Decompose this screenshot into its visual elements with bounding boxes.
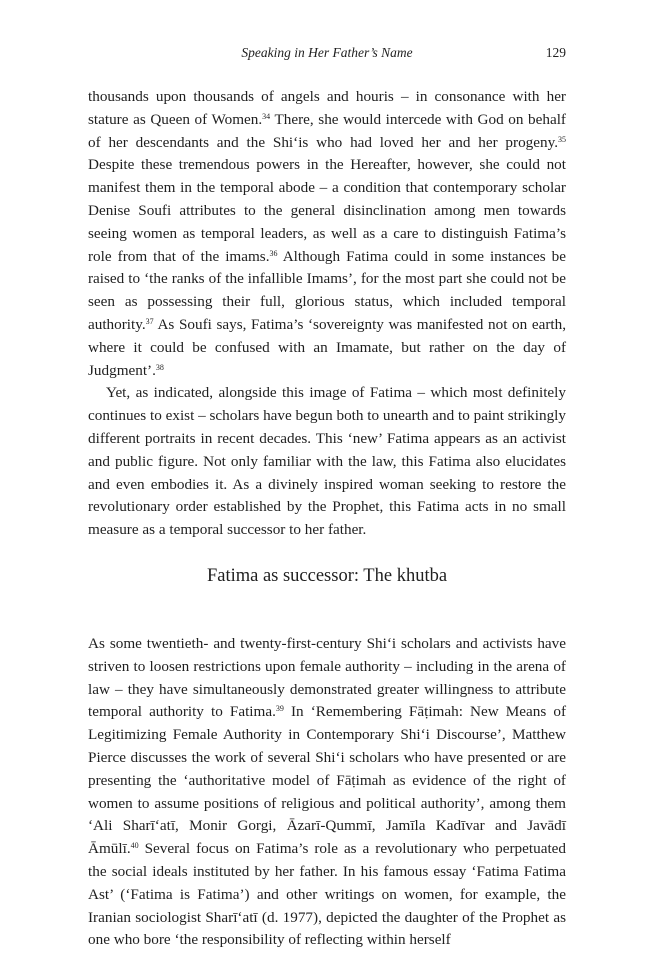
text-run: As Soufi says, Fatima’s ‘sovereignty was manifested not on earth, where it could be confused with an Imamate, but rather on the day of Judgment’.: [88, 315, 566, 379]
footnote-marker: 36: [269, 248, 278, 258]
running-head: [88, 43, 566, 63]
page-number: 129: [545, 45, 566, 60]
footnote-marker: 40: [130, 841, 139, 851]
text-run: thousands upon thousands of angels and houris – in consonance with her stature as Queen of Women.: [88, 88, 566, 128]
running-title: Speaking in Her Father’s Name: [241, 45, 413, 60]
text-run: Despite these tremendous powers in the Hereafter, however, she could not manifest them in the temporal abode – a condition that contemporary scholar Denise Soufi attributes to the general disinclination among men towards seeing women as temporal leaders, as well as a care to distinguish Fatima’s role from that of the imams.: [88, 156, 566, 265]
text-run: In ‘Remembering Fāṭimah: New Means of Legitimizing Female Authority in Contemporary Shi‘i Discourse’, Matthew Pierce discusses the work of several Shi‘i scholars who have presented or are presenting the ‘authoritative model of Fāṭimah as evidence of the right of women to assume positions of religious and political authority’, among them ‘Ali Sharī‘atī, Monir Gorgi, Āzarī-Qummī, Jamīla Kadīvar and Javādī Āmūlī.: [88, 703, 567, 858]
footnote-marker: 35: [558, 134, 566, 144]
body-text-lower: [88, 633, 566, 952]
text-run: Although Fatima could in some instances be raised to ‘the ranks of the infallible Imams’, for the most part she could not be seen as possessing their full, glorious status, which included temporal authority.: [88, 247, 566, 333]
footnote-marker: 39: [275, 704, 284, 714]
footnote-marker: 38: [155, 362, 164, 372]
paragraph: [88, 86, 566, 382]
text-run: There, she would intercede with God on behalf of her descendants and the Shi‘is who had loved her and her progeny.: [88, 110, 566, 151]
text-run: Yet, as indicated, alongside this image of Fatima – which most definitely continues to exist – scholars have begun both to unearth and to paint strikingly different portraits in recent decades. This ‘new’ Fatima appears as an activist and public figure. Not only familiar with the law, this Fatima also elucidates and even embodies it. As a divinely inspired woman seeking to restore the revolutionary order established by the Prophet, this Fatima acts in no small measure as a temporal successor to her father.: [88, 384, 566, 539]
body-text-upper: [88, 86, 566, 542]
paragraph: [88, 382, 566, 542]
footnote-marker: 37: [145, 316, 154, 326]
footnote-marker: 34: [262, 111, 271, 121]
text-run: Several focus on Fatima’s role as a revolutionary who perpetuated the social ideals instituted by her father. In his famous essay ‘Fatima Fatima Ast’ (‘Fatima is Fatima’) and other writings on women, for example, the Iranian sociologist Sharī‘atī (d. 1977), depicted the daughter of the Prophet as one who bore ‘the responsibility of reflecting within herself: [88, 840, 566, 949]
section-heading: Fatima as successor: The khutba: [206, 566, 448, 586]
paragraph: [88, 633, 566, 952]
text-run: As some twentieth- and twenty-first-century Shi‘i scholars and activists have striven to loosen restrictions upon female authority – including in the arena of law – they have simultaneously demonstrated greater willingness to attribute temporal authority to Fatima.: [88, 635, 566, 721]
